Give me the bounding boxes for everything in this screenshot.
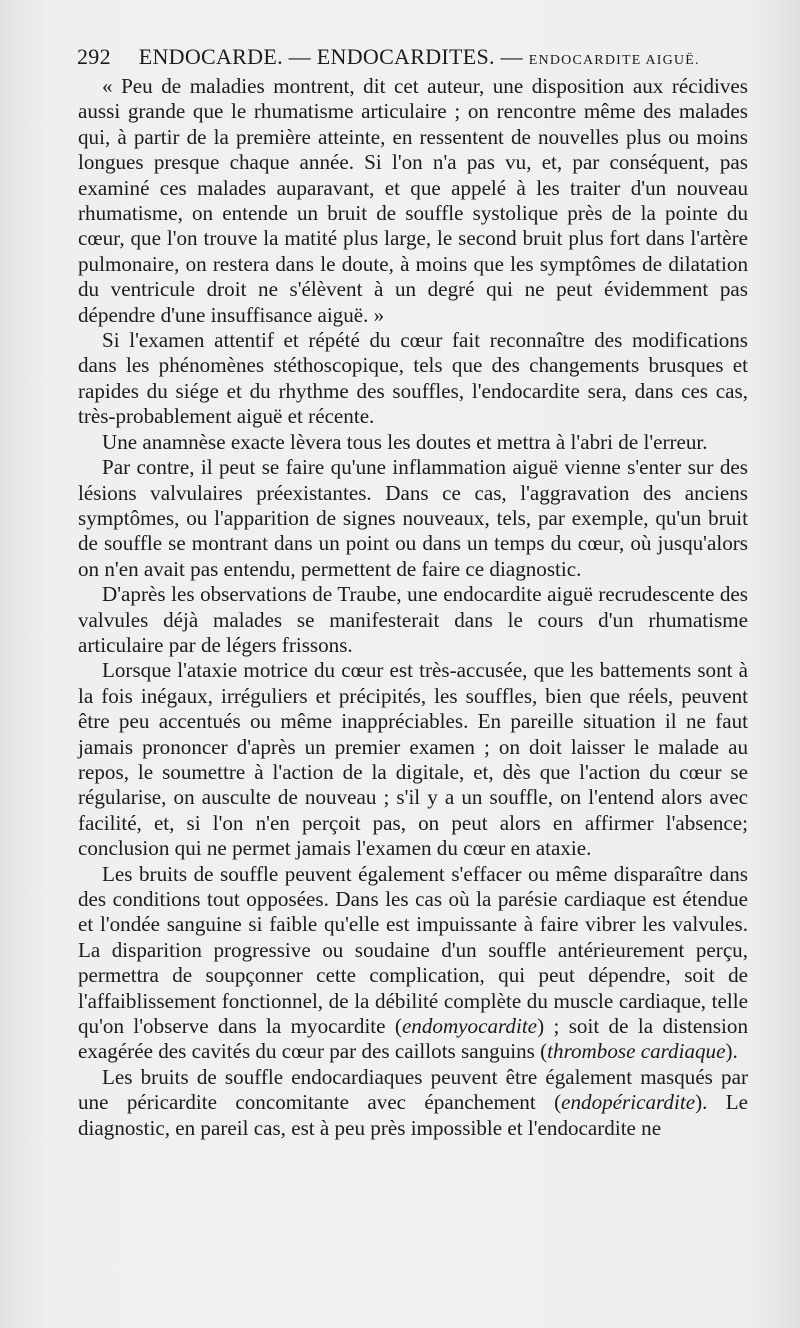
page-body xyxy=(78,74,748,1141)
running-title: ENDOCARDE. — ENDOCARDITES. — xyxy=(138,44,523,69)
running-section: ENDOCARDITE AIGUË. xyxy=(528,53,700,68)
running-header xyxy=(77,44,757,70)
paragraph: Les bruits de souffle endocardiaques peuvent être également masqués par une péricardite concomitante avec épanchement (endopéricardite). Le diagnostic, en pareil cas, est à peu près impossible et l'endocardite ne xyxy=(78,1064,748,1140)
paragraph: Une anamnèse exacte lèvera tous les doutes et mettra à l'abri de l'erreur. xyxy=(102,429,708,454)
paragraph: Si l'examen attentif et répété du cœur fait reconnaître des modifications dans les phénomènes stéthoscopique, tels que des changements brusques et rapides du siége et du rhythme des souffles, l'endocardite sera, dans ces cas, très-probablement aiguë et récente. xyxy=(78,328,748,429)
page-number: 292 xyxy=(77,44,111,69)
italic-term: thrombose cardiaque xyxy=(547,1039,726,1064)
italic-term: endomyocardite xyxy=(401,1014,538,1039)
paragraph: Lorsque l'ataxie motrice du cœur est très-accusée, que les battements sont à la fois inégaux, irréguliers et précipités, les souffles, bien que réels, peuvent être peu accentués ou même inappréciables. En pareille situation il ne faut jamais prononcer d'après un premier examen ; on doit laisser le malade au repos, le soumettre à l'action de la digitale, et, dès que l'action du cœur se régularise, on ausculte de nouveau ; s'il y a un souffle, on l'entend alors avec facilité, et, si l'on n'en perçoit pas, on peut alors en affirmer l'absence; conclusion qui ne permet jamais l'examen du cœur en ataxie. xyxy=(78,658,748,861)
paragraph: Par contre, il peut se faire qu'une inflammation aiguë vienne s'enter sur des lésions valvulaires préexistantes. Dans ce cas, l'aggravation des anciens symptômes, ou l'apparition de signes nouveaux, tels, par exemple, qu'un bruit de souffle se montrant dans un point ou dans un temps du cœur, où jusqu'alors on n'en avait pas entendu, permettent de faire ce diagnostic. xyxy=(78,455,748,581)
italic-term: endopéricardite xyxy=(561,1090,696,1115)
paragraph: Les bruits de souffle peuvent également s'effacer ou même disparaître dans des conditions tout opposées. Dans les cas où la parésie cardiaque est étendue et l'ondée sanguine si faible qu'elle est impuissante à faire vibrer les valvules. La disparition progressive ou soudaine d'un souffle antérieurement perçu, permettra de soupçonner cette complication, qui peut dépendre, soit de l'affaiblissement fonctionnel, de la débilité complète du muscle cardiaque, telle qu'on l'observe dans la myocardite (endomyocardite) ; soit de la distension exagérée des cavités du cœur par des caillots sanguins (thrombose cardiaque). xyxy=(78,861,748,1064)
paragraph-quote: « Peu de maladies montrent, dit cet auteur, une disposition aux récidives aussi grande que le rhumatisme articulaire ; on rencontre même des malades qui, à partir de la première atteinte, en ressentent de nouvelles plus ou moins longues presque chaque année. Si l'on n'a pas vu, et, par conséquent, pas examiné ces malades auparavant, et que appelé à les traiter d'un nouveau rhumatisme, on entende un bruit de souffle systolique près de la pointe du cœur, que l'on trouve la matité plus large, le second bruit plus fort dans l'artère pulmonaire, on restera dans le doute, à moins que les symptômes de dilatation du ventricule droit ne s'élèvent à un degré qui ne peut évidemment pas dépendre d'une insuffisance aiguë. » xyxy=(78,74,748,327)
paragraph: D'après les observations de Traube, une endocardite aiguë recrudescente des valvules déjà malades se manifesterait dans le cours d'un rhumatisme articulaire par de légers frissons. xyxy=(78,582,748,657)
